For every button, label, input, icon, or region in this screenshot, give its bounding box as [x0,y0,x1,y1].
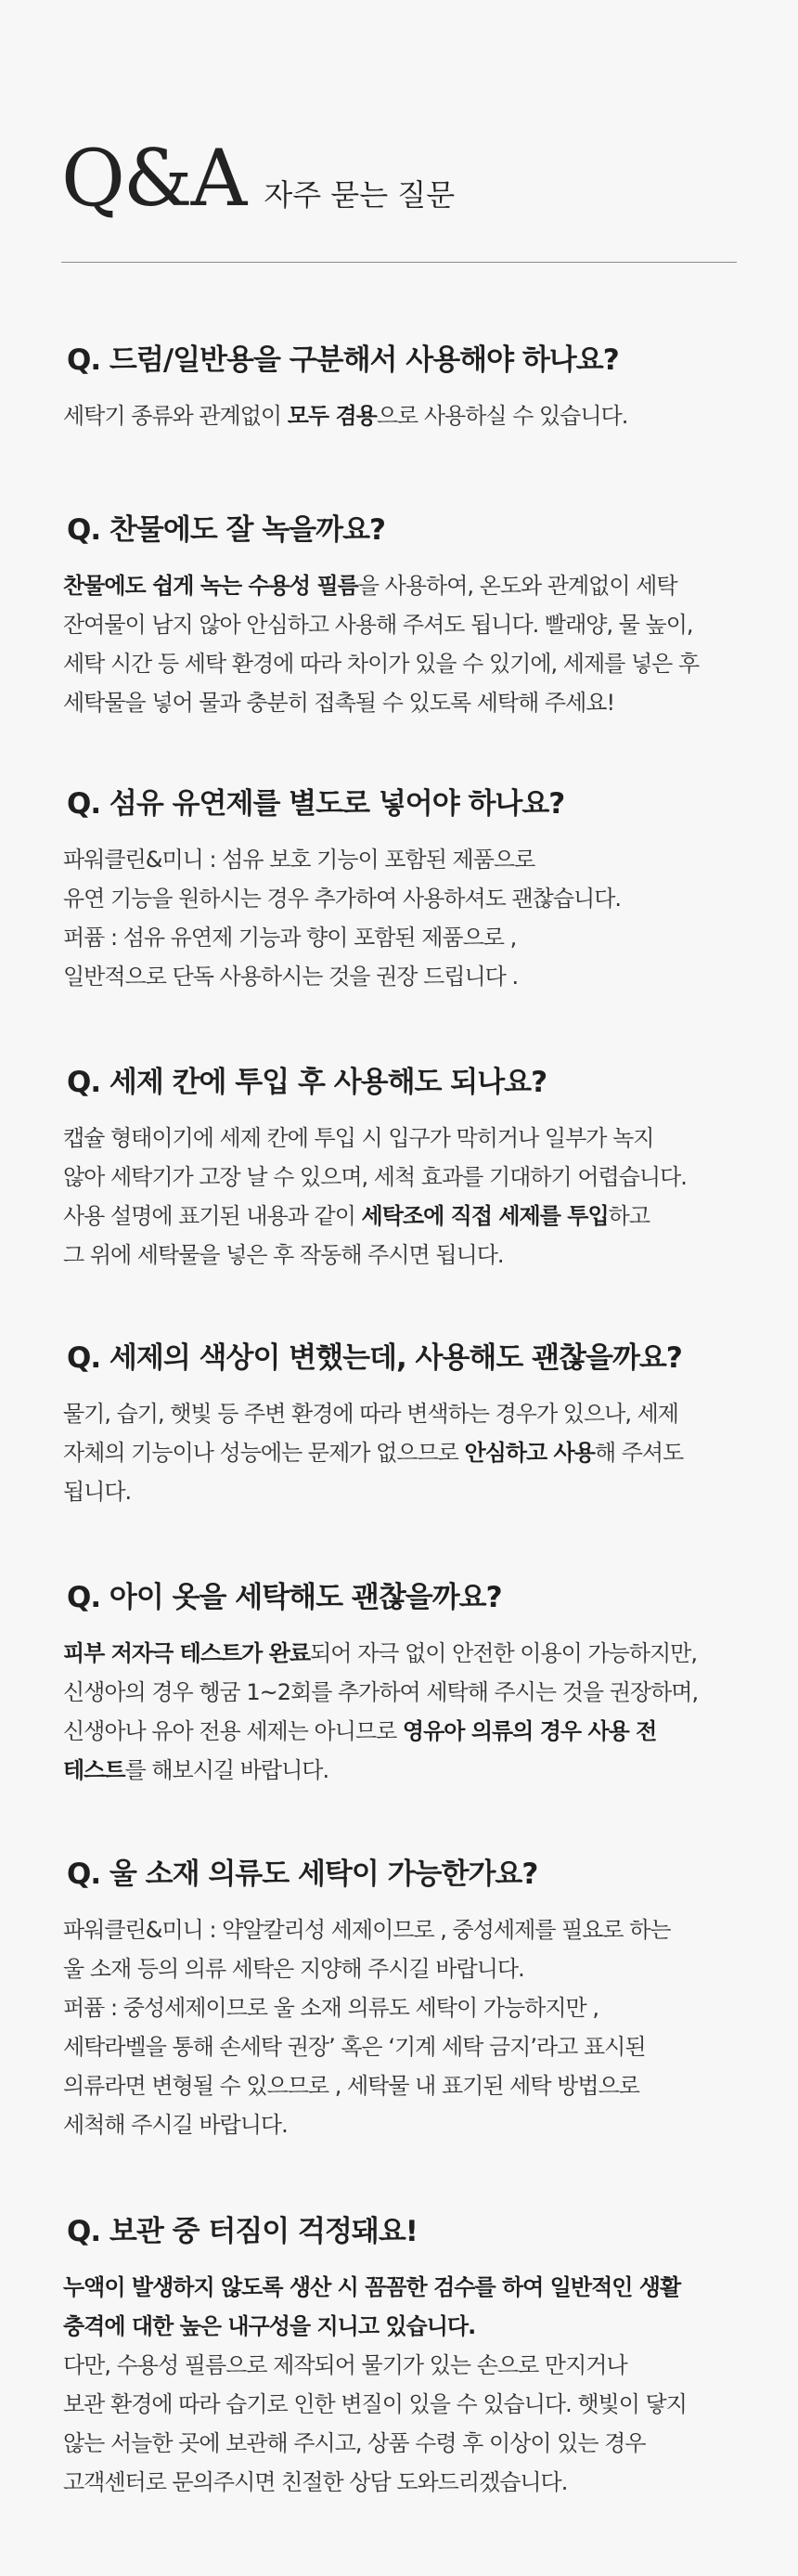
faq-answer-line [63,1236,731,1275]
faq-answer-line [63,1910,731,1949]
answer-text: 울 소재 등의 의류 세탁은 지양해 주시길 바랍니다. [63,1956,524,1982]
faq-answer-line [63,1197,731,1236]
answer-emphasis: 안심하고 사용 [464,1440,595,1466]
faq-item [63,2207,731,2502]
answer-text: 하고 [608,1203,650,1229]
answer-text: 를 해보시길 바랍니다. [124,1757,329,1783]
answer-text: 다만, 수용성 필름으로 제작되어 물기가 있는 손으로 만지거나 [63,2352,627,2378]
faq-answer-line [63,2268,731,2307]
answer-text: 물기, 습기, 햇빛 등 주변 환경에 따라 변색하는 경우가 있으나, 세제 [63,1401,678,1427]
faq-question: Q. 세제의 색상이 변했는데, 사용해도 괜찮을까요? [67,1341,682,1375]
faq-answer-line [63,840,731,879]
faq-answer-line [63,1712,731,1751]
faq-item [63,780,731,996]
qa-logo-mark: Q&A [61,133,246,224]
faq-answer-line [63,1634,731,1673]
faq-answer-line [63,1433,731,1472]
answer-emphasis: 영유아 의류의 경우 사용 전 [402,1718,657,1744]
faq-answer-line [63,957,731,996]
faq-answer-line [63,918,731,957]
answer-text: 해 주셔도 [594,1440,684,1466]
answer-text: 않아 세탁기가 고장 날 수 있으며, 세척 효과를 기대하기 어렵습니다. [63,1164,687,1190]
answer-text: 세탁 시간 등 세탁 환경에 따라 차이가 있을 수 있기에, 세제를 넣은 후 [63,651,700,677]
faq-answer-line [63,1472,731,1511]
answer-text: 파워클린&미니 : 약알칼리성 세제이므로 , 중성세제를 필요로 하는 [63,1917,671,1943]
faq-question: Q. 아이 옷을 세탁해도 괜찮을까요? [67,1581,502,1614]
faq-answer-line [63,2385,731,2424]
faq-item [63,1058,731,1275]
answer-text: 잔여물이 남지 않아 안심하고 사용해 주셔도 됩니다. 빨래양, 물 높이, [63,612,693,638]
faq-item [63,1850,731,2144]
page-title: 자주 묻는 질문 [264,177,456,213]
faq-question: Q. 울 소재 의류도 세탁이 가능한가요? [67,1858,538,1891]
faq-answer-line [63,2105,731,2144]
faq-answer-line [63,1158,731,1197]
answer-text: 신생아의 경우 헹굼 1~2회를 추가하여 세탁해 주시는 것을 권장하며, [63,1679,699,1705]
answer-text: 유연 기능을 원하시는 경우 추가하여 사용하셔도 괜찮습니다. [63,886,622,912]
answer-emphasis: 테스트 [63,1757,125,1783]
faq-answer-line [63,2346,731,2385]
answer-emphasis: 모두 겸용 [287,403,377,429]
answer-text: 않는 서늘한 곳에 보관해 주시고, 상품 수령 후 이상이 있는 경우 [63,2430,646,2456]
faq-question: Q. 찬물에도 잘 녹을까요? [67,513,386,547]
faq-question: Q. 세제 칸에 투입 후 사용해도 되나요? [67,1066,547,1099]
answer-emphasis: 피부 저자극 테스트가 완료 [63,1640,311,1666]
answer-text: 캡슐 형태이기에 세제 칸에 투입 시 입구가 막히거나 일부가 녹지 [63,1125,654,1151]
faq-answer-line [63,1949,731,1988]
header-divider [61,262,737,263]
faq-answer-line [63,1394,731,1433]
answer-emphasis: 누액이 발생하지 않도록 생산 시 꼼꼼한 검수를 하여 일반적인 생활 [63,2274,681,2300]
faq-question: Q. 섬유 유연제를 별도로 넣어야 하나요? [67,787,565,821]
faq-answer-line [63,2066,731,2105]
answer-text: 보관 환경에 따라 습기로 인한 변질이 있을 수 있습니다. 햇빛이 닿지 [63,2391,687,2417]
faq-answer-line [63,2463,731,2502]
answer-text: 신생아나 유아 전용 세제는 아니므로 [63,1718,403,1744]
qa-header [61,133,456,224]
answer-text: 세탁라벨을 통해 손세탁 권장’ 혹은 ‘기계 세탁 금지’라고 표시된 [63,2034,646,2060]
answer-text: 퍼퓸 : 중성세제이므로 울 소재 의류도 세탁이 가능하지만 , [63,1995,598,2021]
faq-answer-line [63,605,731,644]
faq-answer-line [63,644,731,683]
faq-answer-line [63,2307,731,2346]
faq-question: Q. 드럼/일반용을 구분해서 사용해야 하나요? [67,343,619,377]
faq-answer-line [63,2027,731,2066]
answer-emphasis: 세탁조에 직접 세제를 투입 [361,1203,609,1229]
answer-text: 되어 자극 없이 안전한 이용이 가능하지만, [310,1640,697,1666]
answer-text: 세척해 주시길 바랍니다. [63,2112,288,2138]
answer-text: 세탁기 종류와 관계없이 [63,403,288,429]
faq-answer-line [63,1751,731,1790]
answer-text: 퍼퓸 : 섬유 유연제 기능과 향이 포함된 제품으로 , [63,925,517,951]
faq-answer-line [63,683,731,722]
answer-text: 세탁물을 넣어 물과 충분히 접촉될 수 있도록 세탁해 주세요! [63,690,615,716]
faq-item [63,506,731,722]
answer-text: 자체의 기능이나 성능에는 문제가 없으므로 [63,1440,465,1466]
faq-answer-line [63,1988,731,2027]
faq-answer-line [63,879,731,918]
answer-text: 그 위에 세탁물을 넣은 후 작동해 주시면 됩니다. [63,1242,504,1268]
faq-answer-line [63,566,731,605]
faq-question: Q. 보관 중 터짐이 걱정돼요! [67,2215,418,2248]
faq-item [63,1573,731,1790]
faq-answer-line [63,396,731,435]
answer-text: 고객센터로 문의주시면 친절한 상담 도와드리겠습니다. [63,2469,568,2495]
answer-text: 을 사용하여, 온도와 관계없이 세탁 [357,573,677,599]
faq-item [63,1334,731,1511]
answer-text: 파워클린&미니 : 섬유 보호 기능이 포함된 제품으로 [63,847,535,873]
answer-text: 의류라면 변형될 수 있으므로 , 세탁물 내 표기된 세탁 방법으로 [63,2073,639,2099]
faq-answer-line [63,1119,731,1158]
answer-text: 일반적으로 단독 사용하시는 것을 권장 드립니다 . [63,964,519,990]
answer-text: 으로 사용하실 수 있습니다. [376,403,628,429]
answer-emphasis: 찬물에도 쉽게 녹는 수용성 필름 [63,573,358,599]
faq-answer-line [63,2424,731,2463]
faq-answer-line [63,1673,731,1712]
answer-text: 사용 설명에 표기된 내용과 같이 [63,1203,362,1229]
faq-item [63,336,731,435]
answer-emphasis: 충격에 대한 높은 내구성을 지니고 있습니다. [63,2313,476,2339]
answer-text: 됩니다. [63,1479,132,1505]
